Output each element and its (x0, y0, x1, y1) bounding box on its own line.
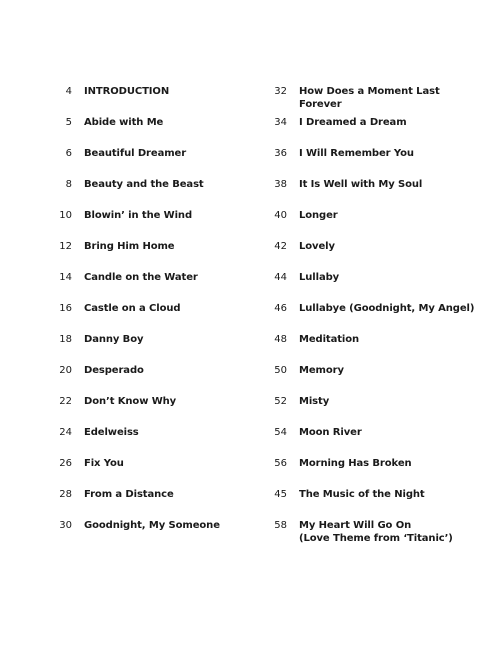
toc-entry (255, 333, 485, 364)
toc-column-right (255, 85, 485, 550)
toc-column-left (40, 85, 270, 550)
page-number: 38 (274, 179, 287, 190)
toc-entry (255, 364, 485, 395)
toc-entry (40, 116, 270, 147)
song-title: Blowin’ in the Wind (84, 210, 193, 221)
page-number: 26 (59, 458, 72, 469)
page-number: 36 (274, 148, 287, 159)
song-title: The Music of the Night (299, 489, 425, 500)
song-title: Bring Him Home (84, 241, 175, 252)
song-title: It Is Well with My Soul (299, 179, 423, 190)
page-number: 56 (274, 458, 287, 469)
page-number: 22 (59, 396, 72, 407)
toc-entry (255, 488, 485, 519)
toc-entry (40, 271, 270, 302)
page-number: 32 (274, 86, 287, 97)
song-title: I Will Remember You (299, 148, 414, 159)
song-title: How Does a Moment Last Forever (299, 86, 440, 110)
toc-entry (40, 426, 270, 457)
song-title: Beautiful Dreamer (84, 148, 187, 159)
toc-entry (40, 240, 270, 271)
song-title: My Heart Will Go On (Love Theme from ‘Titanic’) (299, 520, 453, 544)
page-number: 14 (59, 272, 72, 283)
toc-entry (255, 178, 485, 209)
toc-entry (255, 147, 485, 178)
song-title: Morning Has Broken (299, 458, 412, 469)
page-number: 12 (59, 241, 72, 252)
toc-entry (255, 240, 485, 271)
page-number: 44 (274, 272, 287, 283)
toc-entry (40, 209, 270, 240)
page-number: 40 (274, 210, 287, 221)
toc-entry (255, 116, 485, 147)
song-title: Fix You (84, 458, 124, 469)
page-number: 58 (274, 520, 287, 531)
song-title: Lovely (299, 241, 335, 252)
song-title: Desperado (84, 365, 144, 376)
toc-entry (255, 302, 485, 333)
page-number: 6 (65, 148, 72, 159)
page-number: 48 (274, 334, 287, 345)
toc-entry (255, 457, 485, 488)
page-number: 20 (59, 365, 72, 376)
page-number: 28 (59, 489, 72, 500)
song-title: Lullabye (Goodnight, My Angel) (299, 303, 475, 314)
page-number: 5 (65, 117, 72, 128)
toc-entry (40, 364, 270, 395)
song-title: Beauty and the Beast (84, 179, 204, 190)
page-number: 50 (274, 365, 287, 376)
song-title: Lullaby (299, 272, 340, 283)
page-number: 52 (274, 396, 287, 407)
toc-entry (255, 395, 485, 426)
song-title: I Dreamed a Dream (299, 117, 407, 128)
toc-entry (40, 333, 270, 364)
page-number: 18 (59, 334, 72, 345)
song-title: Candle on the Water (84, 272, 198, 283)
toc-entry (40, 85, 270, 116)
toc-entry (255, 271, 485, 302)
page-number: 16 (59, 303, 72, 314)
song-title: Longer (299, 210, 338, 221)
page-number: 54 (274, 427, 287, 438)
toc-entry (255, 519, 485, 550)
toc-entry (255, 426, 485, 457)
page-number: 30 (59, 520, 72, 531)
song-title: Abide with Me (84, 117, 164, 128)
toc-entry (255, 209, 485, 240)
toc-entry (40, 147, 270, 178)
song-title: Memory (299, 365, 344, 376)
song-title: From a Distance (84, 489, 174, 500)
song-title: Misty (299, 396, 330, 407)
toc-entry (40, 302, 270, 333)
song-title: Meditation (299, 334, 360, 345)
page-number: 24 (59, 427, 72, 438)
song-title: Danny Boy (84, 334, 144, 345)
toc-entry (40, 395, 270, 426)
song-title: Edelweiss (84, 427, 139, 438)
toc-entry (255, 85, 485, 116)
song-title: Goodnight, My Someone (84, 520, 220, 531)
page-number: 34 (274, 117, 287, 128)
toc-entry (40, 519, 270, 550)
song-title: Don’t Know Why (84, 396, 177, 407)
toc-entry (40, 488, 270, 519)
page-number: 42 (274, 241, 287, 252)
page-number: 4 (65, 86, 72, 97)
page-number: 45 (274, 489, 287, 500)
toc-entry (40, 178, 270, 209)
song-title: INTRODUCTION (84, 86, 170, 97)
song-title: Castle on a Cloud (84, 303, 181, 314)
page-number: 10 (59, 210, 72, 221)
page-number: 46 (274, 303, 287, 314)
toc-entry (40, 457, 270, 488)
song-title: Moon River (299, 427, 362, 438)
page-number: 8 (65, 179, 72, 190)
